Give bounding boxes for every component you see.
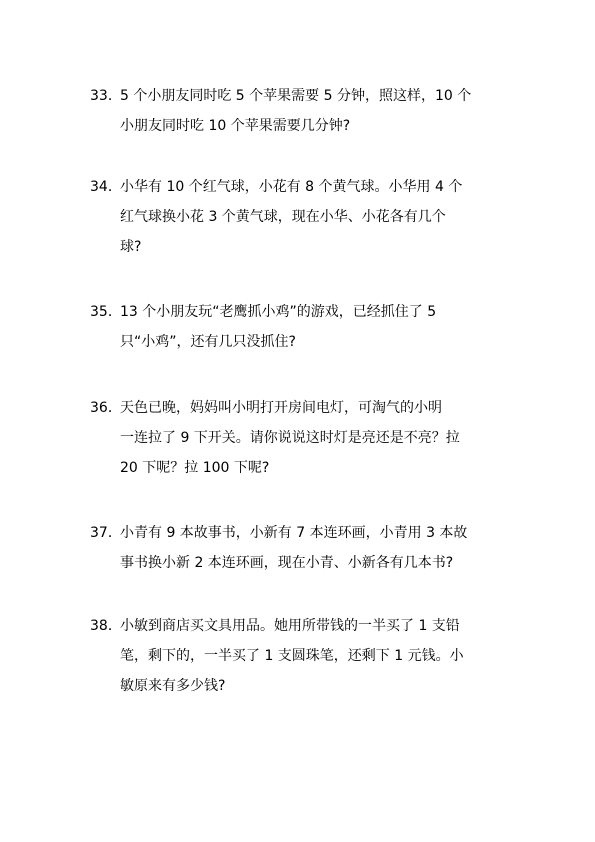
problem-text-line: 小华有 10 个红气球，小花有 8 个黄气球。小华用 4 个 (120, 179, 463, 195)
problem-number: 37． (90, 525, 122, 541)
problem-number: 35． (90, 304, 122, 320)
problem-text-line: 一连拉了 9 下开关。请你说说这时灯是亮还是不亮？拉 (120, 430, 460, 446)
problem-text-line: 小敏到商店买文具用品。她用所带钱的一半买了 1 支铅 (120, 618, 460, 634)
problem-number: 36． (90, 400, 122, 416)
problem-text-line: 只“小鸡”，还有几只没抓住? (120, 334, 296, 350)
problem-text-line: 小朋友同时吃 10 个苹果需要几分钟? (120, 118, 351, 134)
problem-text-line: 5 个小朋友同时吃 5 个苹果需要 5 分钟，照这样，10 个 (120, 88, 472, 104)
problem-text-line: 小青有 9 本故事书，小新有 7 本连环画，小青用 3 本故 (120, 525, 468, 541)
problem-number: 38． (90, 618, 122, 634)
problem-text-line: 20 下呢？拉 100 下呢? (120, 460, 270, 476)
problem-text-line: 13 个小朋友玩“老鹰抓小鸡”的游戏，已经抓住了 5 (120, 304, 437, 320)
problem-text-line: 敏原来有多少钱? (120, 678, 226, 694)
problem-text-line: 红气球换小花 3 个黄气球，现在小华、小花各有几个 (120, 209, 446, 225)
problem-number: 33． (90, 88, 122, 104)
problem-text-line: 事书换小新 2 本连环画，现在小青、小新各有几本书? (120, 555, 454, 571)
problem-text-line: 笔，剩下的，一半买了 1 支圆珠笔，还剩下 1 元钱。小 (120, 648, 464, 664)
problem-number: 34． (90, 179, 122, 195)
problem-text-line: 球? (120, 239, 142, 255)
problem-text-line: 天色已晚，妈妈叫小明打开房间电灯，可淘气的小明 (120, 400, 442, 416)
